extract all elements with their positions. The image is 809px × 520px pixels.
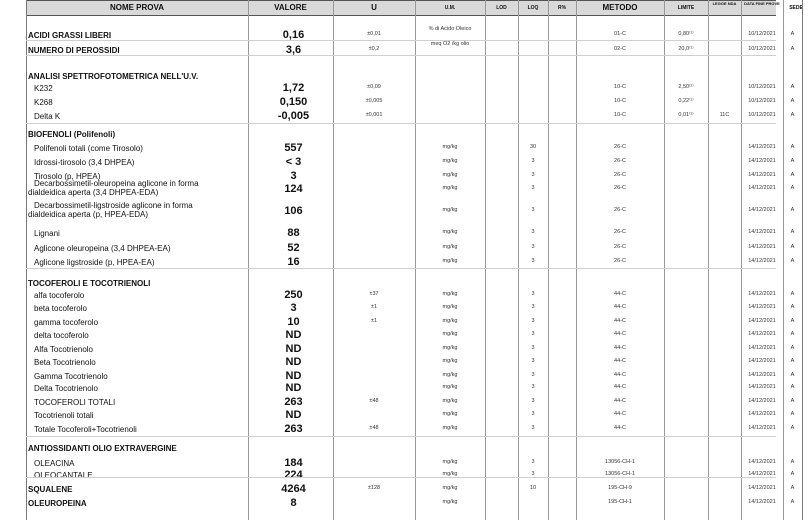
unit: mg/kg xyxy=(442,398,458,404)
metodo: 01-C xyxy=(614,31,626,37)
section-title: ANALISI SPETTROFOTOMETRICA NELL'U.V. xyxy=(28,72,199,81)
header-u: U xyxy=(371,3,377,12)
valore: ND xyxy=(285,329,302,341)
header-legge: LEGGE NDA xyxy=(712,1,737,6)
loq: 3 xyxy=(531,185,535,191)
unit: mg/kg xyxy=(442,358,458,364)
data-fine: 14/12/2021 xyxy=(748,411,776,417)
loq: 3 xyxy=(531,172,535,178)
unit: meq O2 /kg olio xyxy=(430,41,470,47)
unit: mg/kg xyxy=(442,207,458,213)
column-divider xyxy=(485,0,486,520)
data-fine: 14/12/2021 xyxy=(748,331,776,337)
valore: 224 xyxy=(284,469,303,481)
metodo: 44-C xyxy=(614,411,626,417)
data-fine: 10/12/2021 xyxy=(748,98,776,104)
data-fine: 14/12/2021 xyxy=(748,471,776,477)
sede: A xyxy=(790,425,795,431)
metodo: 195-CH-1 xyxy=(608,499,632,505)
metodo: 44-C xyxy=(614,358,626,364)
metodo: 10-C xyxy=(614,112,626,118)
header-loq: LOQ xyxy=(527,5,539,11)
column-divider xyxy=(26,0,27,520)
test-name: Alfa Tocotrienolo xyxy=(34,345,93,354)
valore: 557 xyxy=(284,142,303,154)
metodo: 26-C xyxy=(614,172,626,178)
data-fine: 14/12/2021 xyxy=(748,207,776,213)
metodo: 195-CH-9 xyxy=(608,485,632,491)
sede: A xyxy=(790,112,795,118)
data-fine: 14/12/2021 xyxy=(748,372,776,378)
uncertainty: ±0,01 xyxy=(367,31,381,37)
column-divider xyxy=(802,0,803,520)
unit: mg/kg xyxy=(442,158,458,164)
loq: 3 xyxy=(531,425,535,431)
uncertainty: ±1 xyxy=(370,304,378,310)
valore: 4264 xyxy=(281,483,306,495)
valore: 0,150 xyxy=(279,96,308,108)
sede: A xyxy=(790,291,795,297)
test-name: Lignani xyxy=(34,229,60,238)
header-limite: LIMITE xyxy=(677,5,695,11)
sede: A xyxy=(790,384,795,390)
test-name: Totale Tocoferoli+Tocotrienoli xyxy=(34,425,137,434)
data-fine: 14/12/2021 xyxy=(748,345,776,351)
sede: A xyxy=(790,244,795,250)
row-separator xyxy=(26,268,776,269)
sede: A xyxy=(790,304,795,310)
header-sede: SEDE xyxy=(789,5,803,11)
limite: 0,01⁽¹⁾ xyxy=(678,112,694,118)
test-name: ACIDI GRASSI LIBERI xyxy=(28,31,112,40)
metodo: 02-C xyxy=(614,46,626,52)
valore: 263 xyxy=(284,396,303,408)
loq: 3 xyxy=(531,411,535,417)
column-divider xyxy=(664,0,665,520)
sede: A xyxy=(790,358,795,364)
test-name: Tocotrienoli totali xyxy=(34,411,94,420)
test-name: Gamma Tocotrienolo xyxy=(34,372,108,381)
loq: 3 xyxy=(531,207,535,213)
unit: mg/kg xyxy=(442,331,458,337)
metodo: 26-C xyxy=(614,158,626,164)
sede: A xyxy=(790,345,795,351)
data-fine: 14/12/2021 xyxy=(748,244,776,250)
test-name: Decarbossimetil-oleuropeina aglicone in forma xyxy=(34,179,199,188)
sede: A xyxy=(790,84,795,90)
test-name: TOCOFEROLI TOTALI xyxy=(34,398,116,407)
unit: mg/kg xyxy=(442,304,458,310)
uncertainty: ±1 xyxy=(370,318,378,324)
data-fine: 14/12/2021 xyxy=(748,291,776,297)
data-fine: 14/12/2021 xyxy=(748,358,776,364)
test-name: gamma tocoferolo xyxy=(34,318,99,327)
unit: mg/kg xyxy=(442,244,458,250)
metodo: 26-C xyxy=(614,244,626,250)
metodo: 44-C xyxy=(614,291,626,297)
valore: 8 xyxy=(290,497,297,509)
sede: A xyxy=(790,398,795,404)
column-divider xyxy=(708,0,709,520)
metodo: 44-C xyxy=(614,345,626,351)
metodo: 26-C xyxy=(614,144,626,150)
uncertainty: ±37 xyxy=(369,291,379,297)
valore: ND xyxy=(285,356,302,368)
test-name: Idrossi-tirosolo (3,4 DHPEA) xyxy=(34,158,135,167)
loq: 3 xyxy=(531,158,535,164)
valore: ND xyxy=(285,370,302,382)
unit: mg/kg xyxy=(442,318,458,324)
loq: 10 xyxy=(529,485,537,491)
test-name: OLEACINA xyxy=(34,459,75,468)
metodo: 26-C xyxy=(614,229,626,235)
data-fine: 14/12/2021 xyxy=(748,158,776,164)
unit: mg/kg xyxy=(442,471,458,477)
valore: 3 xyxy=(290,302,297,314)
loq: 3 xyxy=(531,372,535,378)
limite: 20,0⁽¹⁾ xyxy=(678,46,694,52)
data-fine: 10/12/2021 xyxy=(748,31,776,37)
unit: mg/kg xyxy=(442,499,458,505)
data-fine: 14/12/2021 xyxy=(748,398,776,404)
uncertainty: ±128 xyxy=(367,485,381,491)
row-separator xyxy=(26,55,776,56)
limite: 0,22⁽¹⁾ xyxy=(678,98,694,104)
unit: mg/kg xyxy=(442,372,458,378)
sede: A xyxy=(790,459,795,465)
header-r: R% xyxy=(557,5,567,11)
legge: 11C xyxy=(719,112,730,118)
unit: mg/kg xyxy=(442,425,458,431)
metodo: 44-C xyxy=(614,384,626,390)
unit: mg/kg xyxy=(442,144,458,150)
uncertainty: ±0,09 xyxy=(367,84,381,90)
loq: 3 xyxy=(531,331,535,337)
valore: -0,005 xyxy=(277,110,310,122)
test-name: Delta Tocotrienolo xyxy=(34,384,98,393)
unit: % di Acido Oleico xyxy=(428,26,472,32)
unit: mg/kg xyxy=(442,459,458,465)
valore: 106 xyxy=(284,205,303,217)
metodo: 44-C xyxy=(614,425,626,431)
uncertainty: ±0,2 xyxy=(368,46,380,52)
sede: A xyxy=(790,98,795,104)
unit: mg/kg xyxy=(442,291,458,297)
valore: < 3 xyxy=(285,156,302,168)
test-name: Aglicone oleuropeina (3,4 DHPEA-EA) xyxy=(34,244,171,253)
sede: A xyxy=(790,318,795,324)
uncertainty: ±0,005 xyxy=(365,98,383,104)
valore: 184 xyxy=(284,457,303,469)
sede: A xyxy=(790,31,795,37)
data-fine: 14/12/2021 xyxy=(748,384,776,390)
data-fine: 10/12/2021 xyxy=(748,112,776,118)
valore: 52 xyxy=(287,242,300,254)
column-divider xyxy=(248,0,249,520)
data-fine: 10/12/2021 xyxy=(748,46,776,52)
loq: 3 xyxy=(531,471,535,477)
valore: 10 xyxy=(287,316,300,328)
metodo: 10-C xyxy=(614,98,626,104)
sede: A xyxy=(790,46,795,52)
loq: 3 xyxy=(531,291,535,297)
test-name: OLEOCANTALE xyxy=(34,471,93,480)
data-fine: 14/12/2021 xyxy=(748,499,776,505)
valore: 263 xyxy=(284,423,303,435)
sede: A xyxy=(790,411,795,417)
loq: 3 xyxy=(531,304,535,310)
sede: A xyxy=(790,144,795,150)
section-title: TOCOFEROLI E TOCOTRIENOLI xyxy=(28,279,151,288)
data-fine: 14/12/2021 xyxy=(748,485,776,491)
test-name: Delta K xyxy=(34,112,61,121)
valore: ND xyxy=(285,409,302,421)
test-name: delta tocoferolo xyxy=(34,331,89,340)
section-title: ANTIOSSIDANTI OLIO EXTRAVERGINE xyxy=(28,444,177,453)
data-fine: 14/12/2021 xyxy=(748,258,776,264)
limite: 2,50⁽¹⁾ xyxy=(678,84,694,90)
data-fine: 10/12/2021 xyxy=(748,84,776,90)
loq: 3 xyxy=(531,345,535,351)
metodo: 26-C xyxy=(614,185,626,191)
metodo: 10-C xyxy=(614,84,626,90)
metodo: 44-C xyxy=(614,398,626,404)
data-fine: 14/12/2021 xyxy=(748,425,776,431)
limite: 0,80⁽¹⁾ xyxy=(678,31,694,37)
sede: A xyxy=(790,471,795,477)
unit: mg/kg xyxy=(442,229,458,235)
header-lod: LOD xyxy=(496,5,507,11)
column-divider xyxy=(333,0,334,520)
test-name: beta tocoferolo xyxy=(34,304,87,313)
metodo: 44-C xyxy=(614,331,626,337)
metodo: 44-C xyxy=(614,304,626,310)
test-name: K232 xyxy=(34,84,53,93)
loq: 3 xyxy=(531,244,535,250)
loq: 3 xyxy=(531,358,535,364)
valore: 88 xyxy=(287,227,300,239)
valore: 124 xyxy=(284,183,303,195)
sede: A xyxy=(790,372,795,378)
row-separator xyxy=(26,123,776,124)
sede: A xyxy=(790,485,795,491)
test-name: K268 xyxy=(34,98,53,107)
uncertainty: ±48 xyxy=(369,425,379,431)
metodo: 13056-CH-1 xyxy=(605,471,635,477)
sede: A xyxy=(790,172,795,178)
data-fine: 14/12/2021 xyxy=(748,459,776,465)
data-fine: 14/12/2021 xyxy=(748,304,776,310)
test-name-cont: dialdeidica aperta (p, HPEA-EDA) xyxy=(28,210,149,219)
loq: 3 xyxy=(531,258,535,264)
test-name: Beta Tocotrienolo xyxy=(34,358,96,367)
test-name: OLEUROPEINA xyxy=(28,499,87,508)
sede: A xyxy=(790,229,795,235)
header-data: DATA FINE PROVE xyxy=(744,1,780,6)
test-name: Aglicone ligstroside (p, HPEA-EA) xyxy=(34,258,155,267)
test-name: Decarbossimetil-ligstroside aglicone in forma xyxy=(34,201,193,210)
unit: mg/kg xyxy=(442,485,458,491)
test-name: NUMERO DI PEROSSIDI xyxy=(28,46,120,55)
valore: ND xyxy=(285,382,302,394)
uncertainty: ±0,001 xyxy=(365,112,383,118)
sede: A xyxy=(790,207,795,213)
valore: 16 xyxy=(287,256,300,268)
valore: ND xyxy=(285,343,302,355)
loq: 3 xyxy=(531,398,535,404)
sede: A xyxy=(790,258,795,264)
data-fine: 14/12/2021 xyxy=(748,144,776,150)
data-fine: 14/12/2021 xyxy=(748,229,776,235)
sede: A xyxy=(790,185,795,191)
sede: A xyxy=(790,331,795,337)
uncertainty: ±48 xyxy=(369,398,379,404)
valore: 3 xyxy=(290,170,297,182)
row-separator xyxy=(26,40,776,41)
test-name: Polifenoli totali (come Tirosolo) xyxy=(34,144,143,153)
unit: mg/kg xyxy=(442,384,458,390)
data-fine: 14/12/2021 xyxy=(748,318,776,324)
header-nome-prova: NOME PROVA xyxy=(109,3,165,12)
section-title: BIOFENOLI (Polifenoli) xyxy=(28,130,116,139)
loq: 3 xyxy=(531,459,535,465)
valore: 1,72 xyxy=(282,82,305,94)
metodo: 26-C xyxy=(614,258,626,264)
valore: 250 xyxy=(284,289,303,301)
unit: mg/kg xyxy=(442,258,458,264)
test-name: alfa tocoferolo xyxy=(34,291,85,300)
test-name: SQUALENE xyxy=(28,485,73,494)
row-separator xyxy=(26,436,776,437)
data-fine: 14/12/2021 xyxy=(748,172,776,178)
loq: 3 xyxy=(531,229,535,235)
metodo: 44-C xyxy=(614,372,626,378)
loq: 30 xyxy=(529,144,537,150)
test-name-cont: dialdeidica aperta (3,4 DHPEA-EDA) xyxy=(28,188,159,197)
metodo: 26-C xyxy=(614,207,626,213)
loq: 3 xyxy=(531,318,535,324)
metodo: 13056-CH-1 xyxy=(605,459,635,465)
unit: mg/kg xyxy=(442,172,458,178)
sede: A xyxy=(790,499,795,505)
test-name: Tirosolo (p, HPEA) xyxy=(34,172,101,181)
sede: A xyxy=(790,158,795,164)
unit: mg/kg xyxy=(442,345,458,351)
data-fine: 14/12/2021 xyxy=(748,185,776,191)
valore: 3,6 xyxy=(285,44,302,56)
header-um: U.M. xyxy=(444,5,456,11)
column-divider xyxy=(548,0,549,520)
unit: mg/kg xyxy=(442,185,458,191)
unit: mg/kg xyxy=(442,411,458,417)
header-valore: VALORE xyxy=(274,3,307,12)
valore: 0,16 xyxy=(282,29,305,41)
header-metodo: METODO xyxy=(602,3,638,12)
metodo: 44-C xyxy=(614,318,626,324)
row-separator xyxy=(26,477,776,478)
loq: 3 xyxy=(531,384,535,390)
